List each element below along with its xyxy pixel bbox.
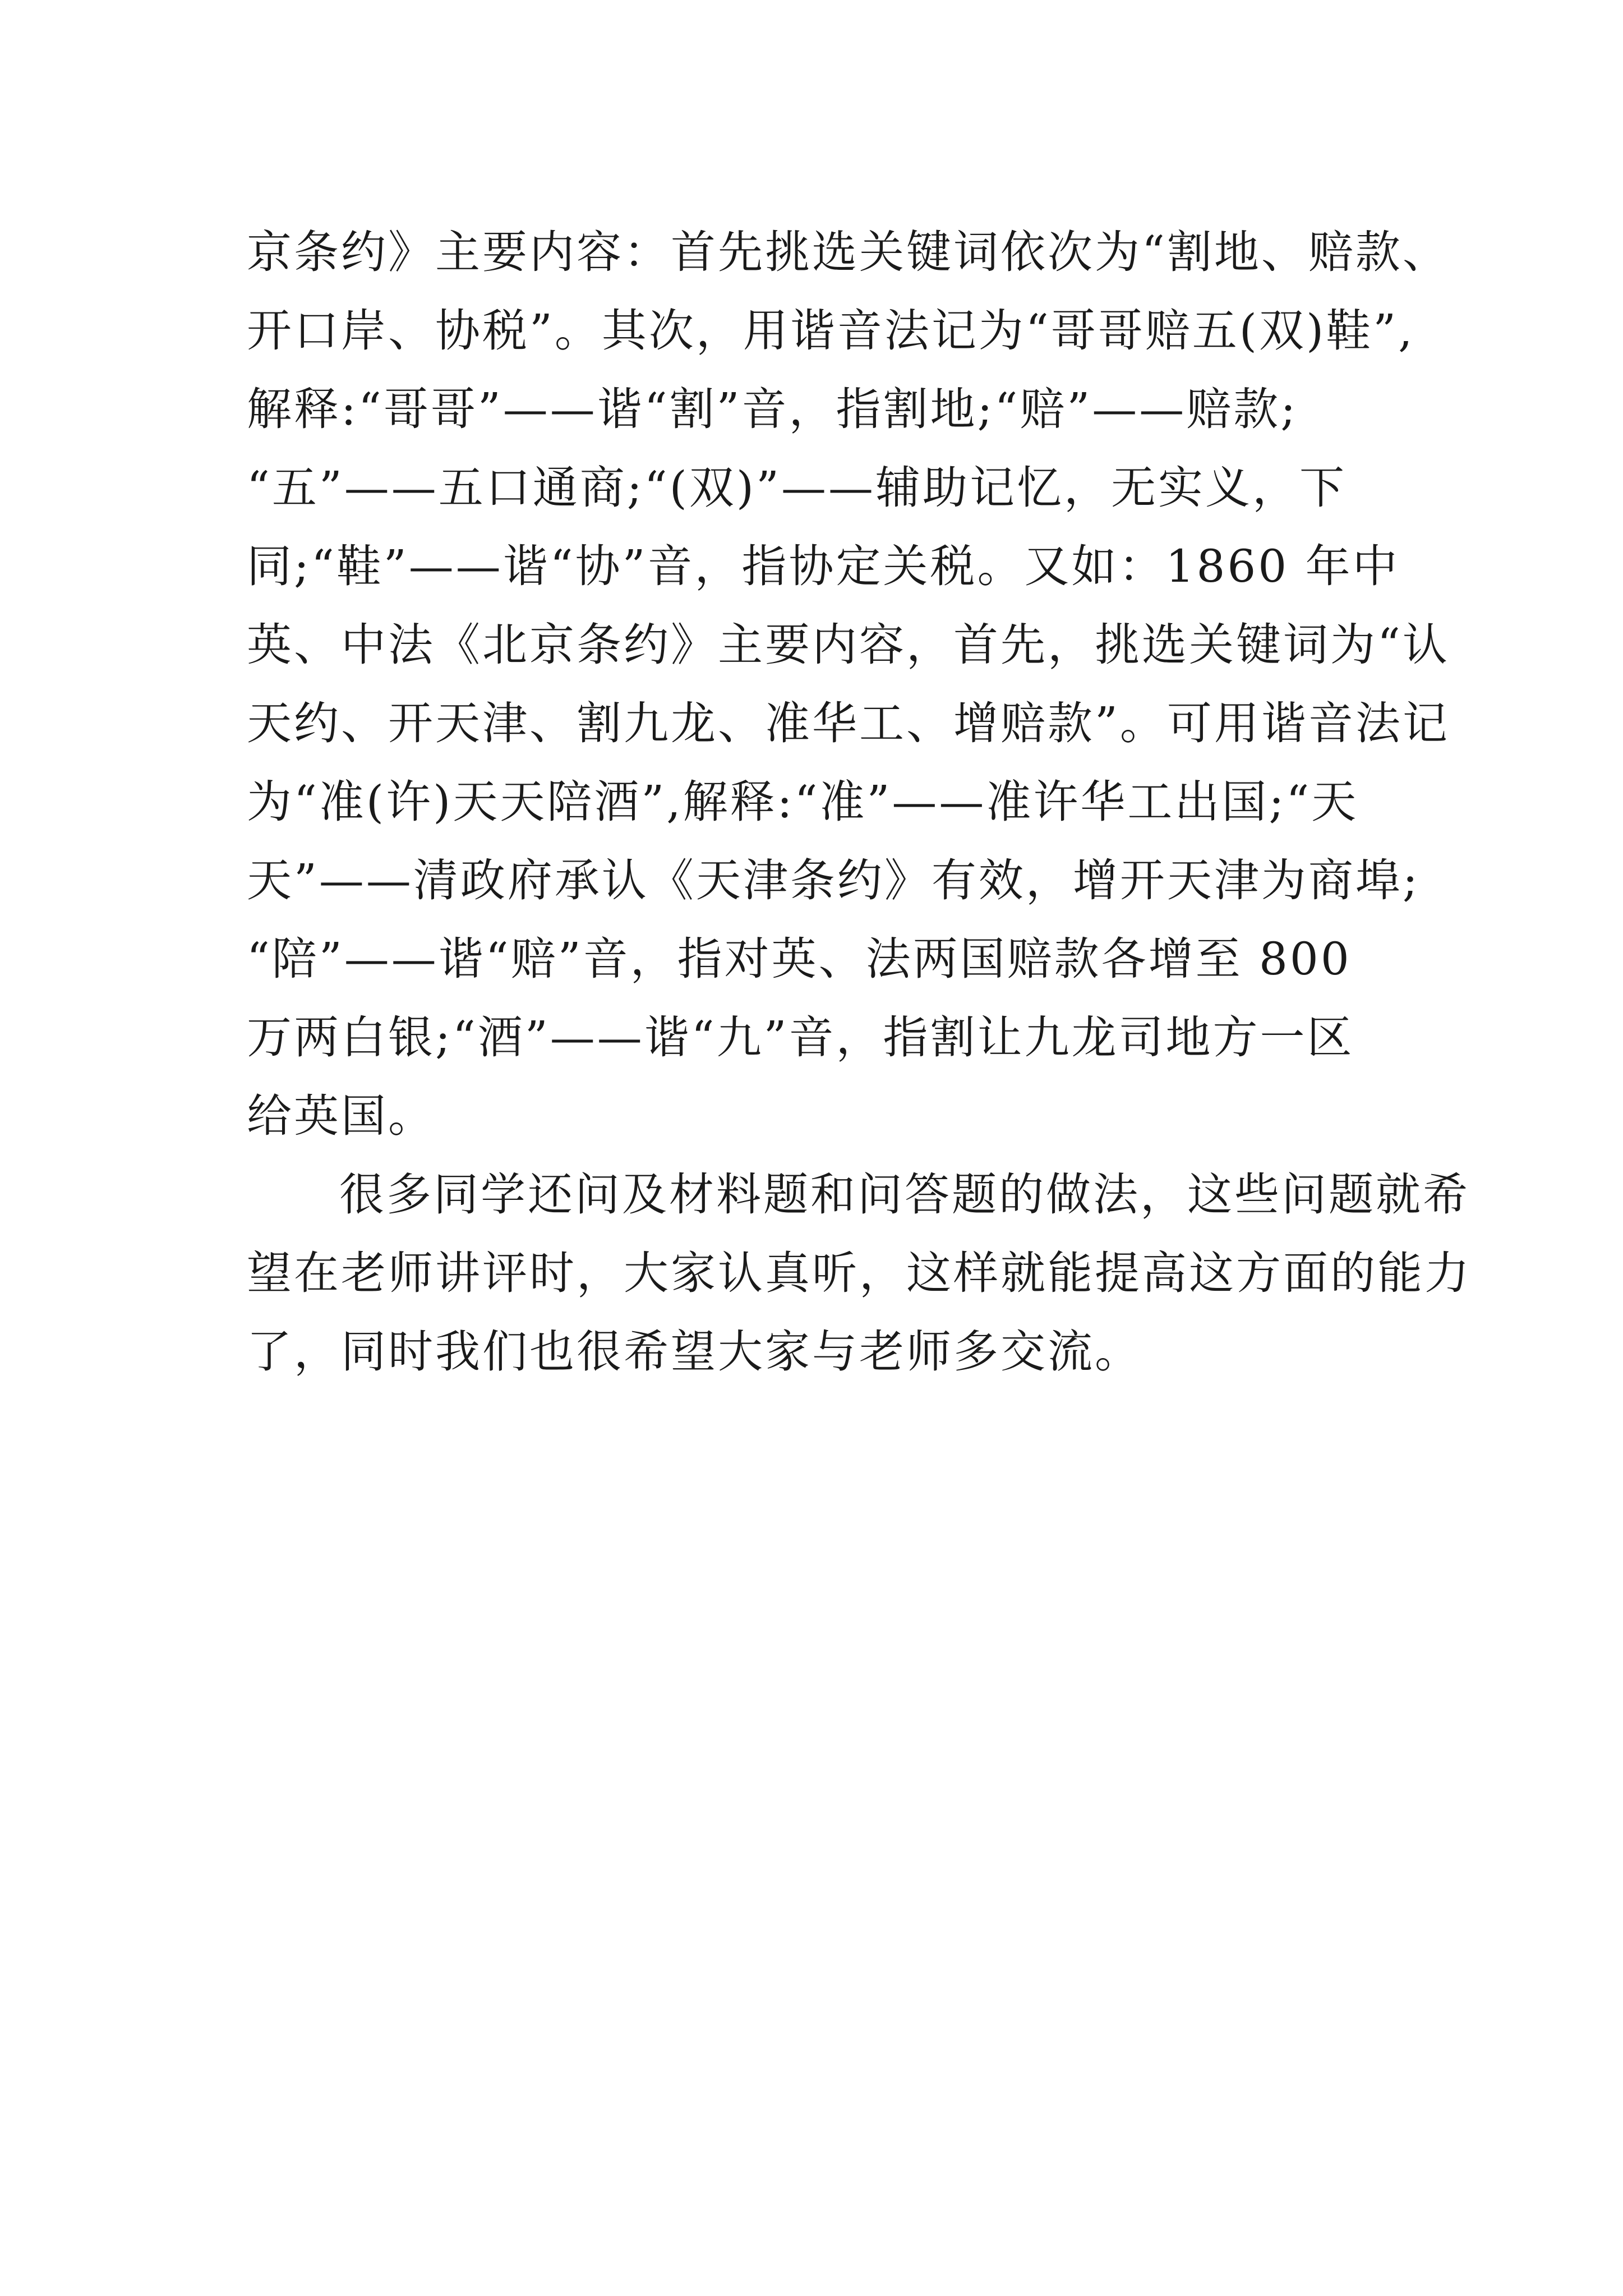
text-line: 万两白银;“酒”——谐“九”音，指割让九龙司地方一区	[247, 1011, 1354, 1064]
text-line: 开口岸、协税”。其次，用谐音法记为“哥哥赔五(双)鞋”,	[247, 305, 1415, 357]
paragraph-treaty-mnemonics	[247, 213, 1450, 1156]
text-line: 同;“鞋”——谐“协”音，指协定关税。又如：1860 年中	[247, 540, 1400, 592]
text-line: 解释:“哥哥”——谐“割”音，指割地;“赔”——赔款;	[247, 383, 1298, 435]
text-line: 天约、开天津、割九龙、准华工、增赔款”。可用谐音法记	[247, 697, 1450, 749]
text-line: “五”——五口通商;“(双)”——辅助记忆，无实义，下	[247, 462, 1347, 514]
text-line: 英、中法《北京条约》主要内容，首先，挑选关键词为“认	[247, 619, 1450, 671]
text-line: 很多同学还问及材料题和问答题的做法，这些问题就希	[339, 1168, 1470, 1221]
paragraph-closing-advice	[247, 1156, 1472, 1391]
text-line: 给英国。	[247, 1090, 435, 1142]
text-line: “陪”——谐“赔”音，指对英、法两国赔款各增至 800	[247, 933, 1352, 985]
text-line: 了，同时我们也很希望大家与老师多交流。	[247, 1326, 1142, 1378]
body-text	[247, 213, 1472, 1391]
text-line: 望在老师讲评时，大家认真听，这样就能提高这方面的能力	[247, 1247, 1472, 1299]
text-line: 为“准(许)天天陪酒”,解释:“准”——准许华工出国;“天	[247, 776, 1359, 828]
text-line: 天”——清政府承认《天津条约》有效，增开天津为商埠;	[247, 854, 1420, 907]
text-line: 京条约》主要内容：首先挑选关键词依次为“割地、赔款、	[247, 226, 1450, 278]
